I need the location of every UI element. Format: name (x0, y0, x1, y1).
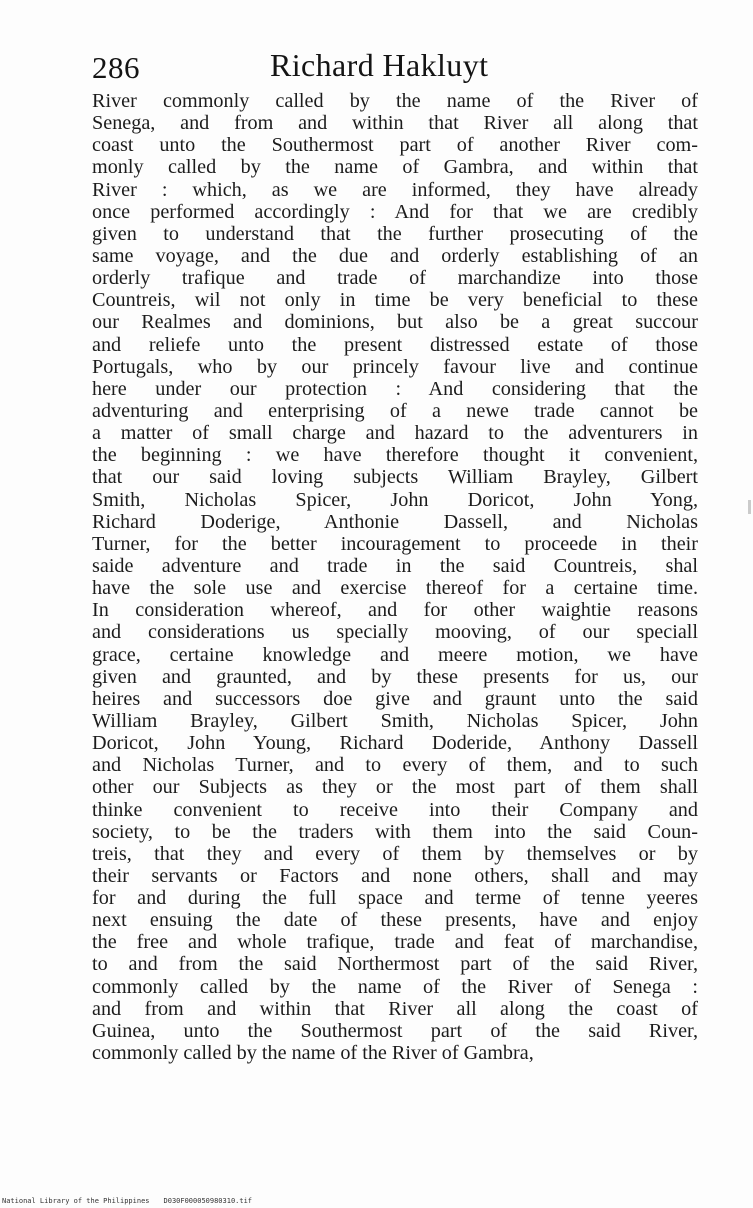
text-line: and reliefe unto the present distressed estate of those (92, 333, 698, 356)
running-title: Richard Hakluyt (270, 47, 489, 83)
text-line: that our said loving subjects William Brayley, Gilbert (92, 466, 698, 489)
text-line: commonly called by the name of the River of Gambra, (92, 1042, 534, 1065)
scan-footer (2, 1197, 266, 1206)
text-line: monly called by the name of Gambra, and within that (92, 156, 698, 179)
text-line: the beginning : we have therefore thought it convenient, (92, 444, 698, 467)
page-number: 286 (92, 50, 140, 85)
text-line: Senega, and from and within that River all along that (92, 112, 698, 135)
text-line: have the sole use and exercise thereof for a certaine time. (92, 577, 698, 600)
text-line: treis, that they and every of them by themselves or by (92, 842, 698, 865)
text-line: here under our protection : And considering that the (92, 377, 698, 400)
text-line: River commonly called by the name of the River of (92, 90, 698, 112)
text-line: other our Subjects as they or the most part of them shall (92, 776, 698, 799)
text-line: Guinea, unto the Southermost part of the said River, (92, 1019, 698, 1042)
running-head (92, 44, 712, 92)
text-line: saide adventure and trade in the said Countreis, shal (92, 554, 698, 577)
text-line: orderly trafique and trade of marchandize into those (92, 267, 698, 290)
text-line: and considerations us specially mooving, of our speciall (92, 621, 698, 644)
text-line: thinke convenient to receive into their Company and (92, 798, 698, 821)
text-line: and from and within that River all along the coast of (92, 997, 698, 1020)
text-line: Doricot, John Young, Richard Doderide, Anthony Dassell (92, 732, 698, 755)
text-line: Turner, for the better incouragement to proceede in their (92, 532, 698, 555)
text-line: next ensuing the date of these presents, have and enjoy (92, 909, 698, 932)
text-line: Countreis, wil not only in time be very beneficial to these (92, 289, 698, 312)
text-line: River : which, as we are informed, they have already (92, 178, 698, 201)
text-line: same voyage, and the due and orderly establishing of an (92, 244, 698, 267)
text-line: and Nicholas Turner, and to every of them, and to such (92, 754, 698, 777)
text-line: the free and whole trafique, trade and feat of marchandise, (92, 931, 698, 954)
text-line: Smith, Nicholas Spicer, John Doricot, John Yong, (92, 488, 698, 511)
body-text (92, 90, 698, 1064)
text-line: given and graunted, and by these presents for us, our (92, 665, 698, 688)
text-line: coast unto the Southermost part of another River com- (92, 134, 698, 157)
text-line: Richard Doderige, Anthonie Dassell, and Nicholas (92, 510, 698, 533)
text-line: given to understand that the further prosecuting of the (92, 222, 698, 245)
text-line: for and during the full space and terme of tenne yeeres (92, 887, 698, 910)
text-line: to and from the said Northermost part of the said River, (92, 953, 698, 976)
text-line: their servants or Factors and none others, shall and may (92, 864, 698, 887)
library-name: National Library of the Philippines (2, 1197, 150, 1205)
text-line: heires and successors doe give and graunt unto the said (92, 687, 698, 710)
text-line: Portugals, who by our princely favour live and continue (92, 355, 698, 378)
text-line: society, to be the traders with them into the said Coun- (92, 820, 698, 843)
scan-edge-mark (748, 500, 751, 514)
text-line: once performed accordingly : And for that we are credibly (92, 200, 698, 223)
text-line: adventuring and enterprising of a newe trade cannot be (92, 399, 698, 422)
text-line: a matter of small charge and hazard to the adventurers in (92, 422, 698, 445)
scan-file-id: D030F000050980310.tif (163, 1197, 253, 1205)
text-line: William Brayley, Gilbert Smith, Nicholas Spicer, John (92, 709, 698, 732)
text-line: our Realmes and dominions, but also be a great succour (92, 311, 698, 334)
text-line: commonly called by the name of the River of Senega : (92, 975, 698, 998)
text-line: grace, certaine knowledge and meere motion, we have (92, 643, 698, 666)
text-line: In consideration whereof, and for other waightie reasons (92, 599, 698, 622)
